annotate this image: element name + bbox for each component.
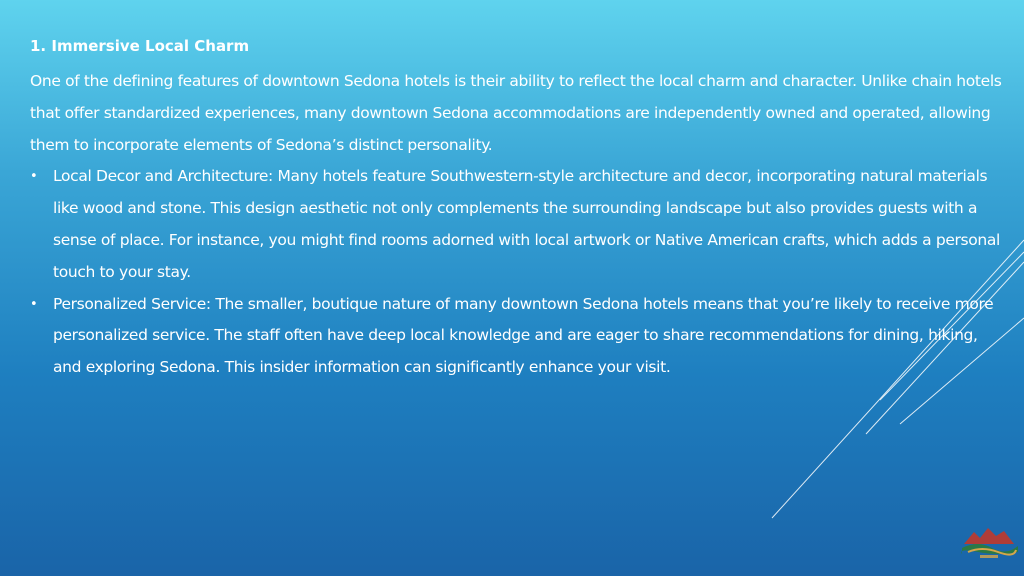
intro-paragraph: One of the defining features of downtown Sedona hotels is their ability to reflect the local charm and character. Unlike chain hotels that offer standardized experiences, many downtown Sedona accommodations are independently owned and operated, allowing them to incorporate elements of Sedona’s distinct personality. [30, 72, 1002, 154]
bullet-item-service [30, 289, 1005, 384]
slide-content [30, 34, 1005, 384]
bullet-icon: • [30, 296, 38, 312]
bullet-list [30, 161, 1005, 384]
bullet-text: Local Decor and Architecture: Many hotels feature Southwestern-style architecture and decor, incorporating natural materials like wood and stone. This design aesthetic not only complements the surrounding landscape but also provides guests with a sense of place. For instance, you might find rooms adorned with local artwork or Native American crafts, which adds a personal touch to your stay. [53, 167, 1000, 281]
bullet-item-decor [30, 161, 1005, 288]
section-heading: 1. Immersive Local Charm [30, 37, 250, 55]
bullet-text: Personalized Service: The smaller, boutique nature of many downtown Sedona hotels means that you’re likely to receive more personalized service. The staff often have deep local knowledge and are eager to share recommendations for dining, hiking, and exploring Sedona. This insider information can significantly enhance your visit. [53, 294, 994, 377]
hotel-logo-icon [958, 522, 1020, 562]
bullet-icon: • [30, 169, 38, 185]
